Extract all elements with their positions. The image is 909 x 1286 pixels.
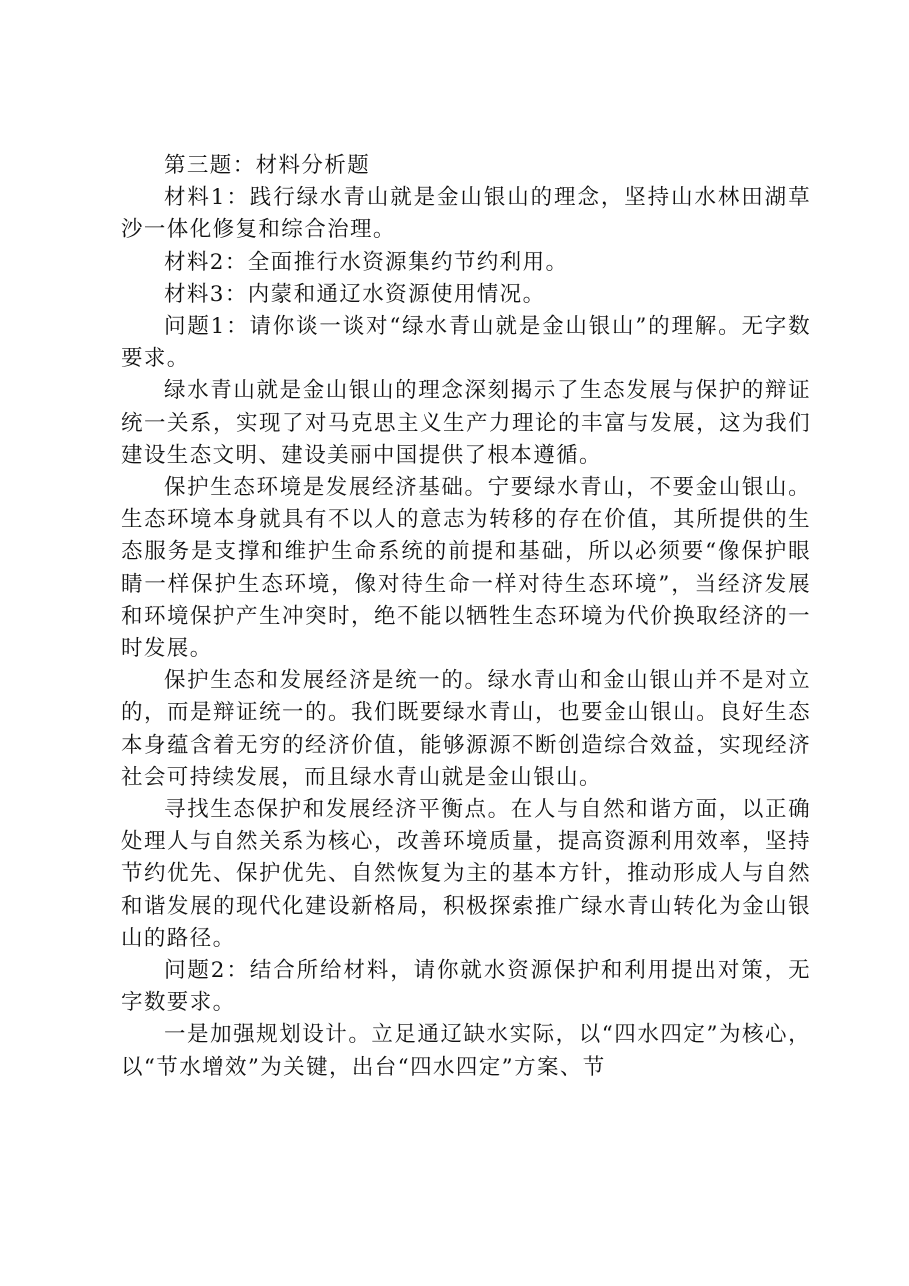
- material-2-paragraph: 材料2：全面推行水资源集约节约利用。: [164, 249, 569, 275]
- section-heading: 第三题：材料分析题: [164, 153, 371, 178]
- document-page: [121, 150, 811, 1084]
- answer-2-point-1-paragraph: 一是加强规划设计。立足通辽缺水实际，以“四水四定”为核心，以“节水增效”为关键，出台“四水四定”方案、节: [121, 1022, 811, 1080]
- answer-1-intro-paragraph: 绿水青山就是金山银山的理念深刻揭示了生态发展与保护的辩证统一关系，实现了对马克思主义生产力理论的丰富与发展，这为我们建设生态文明、建设美丽中国提供了根本遵循。: [121, 378, 811, 468]
- question-1-paragraph: 问题1：请你谈一谈对“绿水青山就是金山银山”的理解。无字数要求。: [121, 314, 811, 372]
- answer-1-point-1-paragraph: 保护生态环境是发展经济基础。宁要绿水青山，不要金山银山。生态环境本身就具有不以人的意志为转移的存在价值，其所提供的生态服务是支撑和维护生命系统的前提和基础，所以必须要“像保护眼睛一样保护生态环境，像对待生命一样对待生态环境”，当经济发展和环境保护产生冲突时，绝不能以牺牲生态环境为代价换取经济的一时发展。: [121, 475, 811, 662]
- answer-1-point-2-paragraph: 保护生态和发展经济是统一的。绿水青山和金山银山并不是对立的，而是辩证统一的。我们既要绿水青山，也要金山银山。良好生态本身蕴含着无穷的经济价值，能够源源不断创造综合效益，实现经济社会可持续发展，而且绿水青山就是金山银山。: [121, 668, 811, 790]
- material-3-paragraph: 材料3：内蒙和通辽水资源使用情况。: [164, 281, 546, 307]
- answer-1-point-3-paragraph: 寻找生态保护和发展经济平衡点。在人与自然和谐方面，以正确处理人与自然关系为核心，改善环境质量，提高资源利用效率，坚持节约优先、保护优先、自然恢复为主的基本方针，推动形成人与自然和谐发展的现代化建设新格局，积极探索推广绿水青山转化为金山银山的路径。: [121, 797, 811, 951]
- question-2-paragraph: 问题2：结合所给材料，请你就水资源保护和利用提出对策，无字数要求。: [121, 958, 811, 1016]
- material-1-paragraph: 材料1：践行绿水青山就是金山银山的理念，坚持山水林田湖草沙一体化修复和综合治理。: [121, 185, 811, 243]
